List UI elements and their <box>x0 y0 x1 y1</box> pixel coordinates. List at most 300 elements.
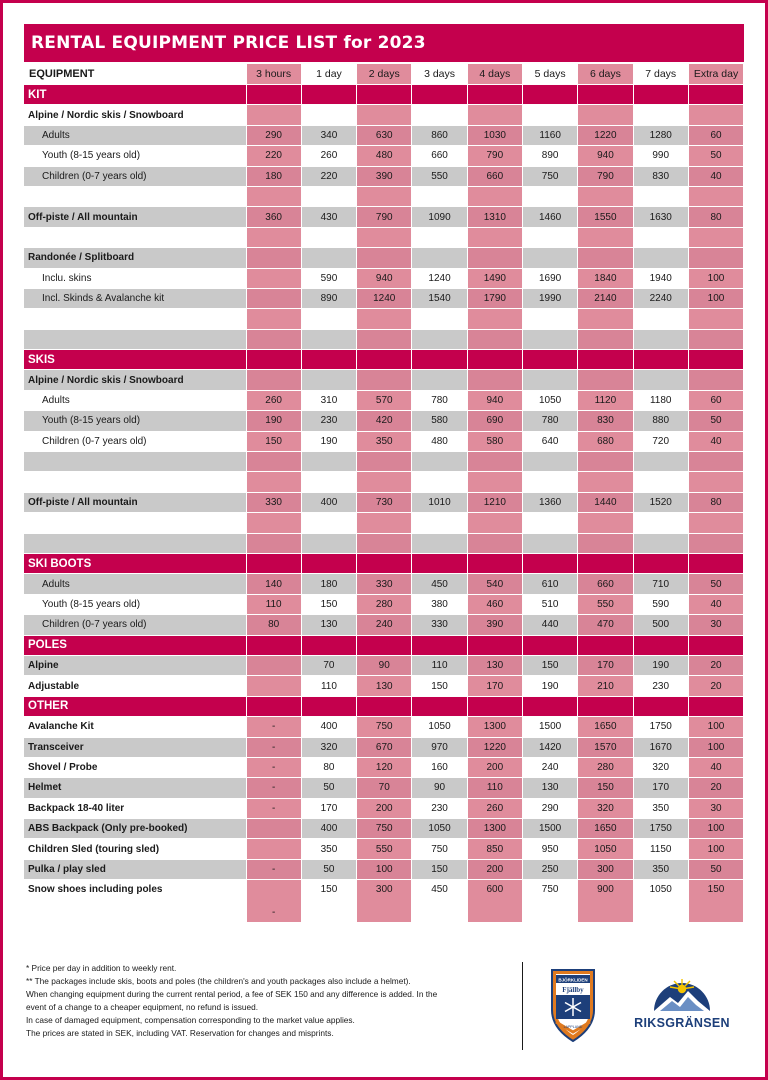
price-cell: 660 <box>467 166 522 186</box>
price-cell: 790 <box>578 166 633 186</box>
price-cell: 1050 <box>412 819 467 839</box>
price-cell <box>246 553 301 573</box>
price-cell: 110 <box>467 778 522 798</box>
price-cell: 940 <box>467 390 522 410</box>
price-cell <box>633 472 688 492</box>
price-cell: - <box>246 757 301 777</box>
equipment-label: Children (0-7 years old) <box>24 615 246 635</box>
equipment-label: Avalanche Kit <box>24 717 246 737</box>
price-cell: 70 <box>357 778 412 798</box>
price-cell <box>357 452 412 472</box>
price-cell <box>633 329 688 349</box>
price-cell: 1120 <box>578 390 633 410</box>
table-row <box>24 248 744 268</box>
price-cell <box>301 309 356 329</box>
price-cell <box>688 472 743 492</box>
price-cell: 130 <box>357 676 412 696</box>
price-cell <box>578 513 633 533</box>
price-cell <box>246 370 301 390</box>
price-cell <box>412 350 467 370</box>
price-cell: 200 <box>467 757 522 777</box>
price-cell <box>301 452 356 472</box>
table-row <box>24 472 744 492</box>
price-cell <box>301 370 356 390</box>
price-cell: 1010 <box>412 492 467 512</box>
table-row <box>24 452 744 472</box>
price-cell: 660 <box>578 574 633 594</box>
price-cell <box>688 513 743 533</box>
price-cell: 40 <box>688 166 743 186</box>
price-cell: 190 <box>246 411 301 431</box>
price-cell <box>301 329 356 349</box>
price-cell <box>246 513 301 533</box>
equipment-label <box>24 513 246 533</box>
price-cell <box>688 186 743 206</box>
price-cell: 480 <box>412 431 467 451</box>
price-cell <box>412 472 467 492</box>
price-cell <box>412 186 467 206</box>
equipment-label: Transceiver <box>24 737 246 757</box>
price-cell: 150 <box>246 431 301 451</box>
price-cell <box>467 85 522 105</box>
price-cell: 1670 <box>633 737 688 757</box>
column-header: 5 days <box>522 64 577 85</box>
price-cell <box>467 513 522 533</box>
equipment-label <box>24 472 246 492</box>
price-cell: 100 <box>688 268 743 288</box>
price-cell: 350 <box>301 839 356 859</box>
price-cell <box>357 309 412 329</box>
price-cell: 690 <box>467 411 522 431</box>
price-cell: 1300 <box>467 717 522 737</box>
equipment-label <box>24 227 246 247</box>
price-cell: 470 <box>578 615 633 635</box>
price-cell: 610 <box>522 574 577 594</box>
table-row <box>24 778 744 798</box>
table-row <box>24 533 744 553</box>
table-row <box>24 859 744 879</box>
price-cell <box>357 696 412 716</box>
price-cell <box>633 370 688 390</box>
table-row <box>24 390 744 410</box>
footnote: event of a change to a cheaper equipment, no refund is issued. <box>26 1002 259 1013</box>
price-cell <box>688 696 743 716</box>
equipment-label: Helmet <box>24 778 246 798</box>
price-cell <box>246 533 301 553</box>
price-cell: 1220 <box>578 125 633 145</box>
price-cell: 2140 <box>578 288 633 308</box>
price-cell: 1840 <box>578 268 633 288</box>
price-cell: 710 <box>633 574 688 594</box>
price-cell <box>467 635 522 655</box>
price-cell: 1650 <box>578 819 633 839</box>
price-cell <box>357 248 412 268</box>
price-cell: 40 <box>688 594 743 614</box>
bjorkliden-fjallby-logo <box>548 966 598 1044</box>
price-cell: 830 <box>633 166 688 186</box>
price-cell: 550 <box>357 839 412 859</box>
price-cell: 150 <box>412 859 467 879</box>
price-cell <box>688 350 743 370</box>
price-cell: 80 <box>688 492 743 512</box>
price-cell <box>246 329 301 349</box>
price-cell: 540 <box>467 574 522 594</box>
price-cell <box>633 85 688 105</box>
price-cell: 580 <box>467 431 522 451</box>
price-cell: 1240 <box>412 268 467 288</box>
price-cell: 140 <box>246 574 301 594</box>
price-cell <box>467 696 522 716</box>
price-cell: 260 <box>246 390 301 410</box>
price-cell: 170 <box>633 778 688 798</box>
price-cell: 430 <box>301 207 356 227</box>
price-cell: 790 <box>467 146 522 166</box>
price-cell: 170 <box>467 676 522 696</box>
price-cell: 50 <box>688 859 743 879</box>
price-cell <box>246 452 301 472</box>
price-cell <box>301 227 356 247</box>
table-row <box>24 757 744 777</box>
price-cell <box>688 533 743 553</box>
column-header: 1 day <box>301 64 356 85</box>
price-cell <box>412 227 467 247</box>
price-cell: 880 <box>633 411 688 431</box>
price-cell: - <box>246 880 301 923</box>
price-cell <box>633 105 688 125</box>
price-cell: 40 <box>688 431 743 451</box>
price-cell <box>301 635 356 655</box>
price-cell: 1300 <box>467 819 522 839</box>
price-cell <box>578 370 633 390</box>
price-cell <box>246 227 301 247</box>
price-cell: 1630 <box>633 207 688 227</box>
equipment-label: Adults <box>24 390 246 410</box>
price-cell: 120 <box>357 757 412 777</box>
price-cell: 320 <box>578 798 633 818</box>
footnote: ** The packages include skis, boots and poles (the children's and youth packages also include a helmet). <box>26 976 411 987</box>
price-cell: 100 <box>688 819 743 839</box>
price-cell: 110 <box>246 594 301 614</box>
equipment-label: Youth (8-15 years old) <box>24 146 246 166</box>
price-cell: 750 <box>357 819 412 839</box>
price-cell: 500 <box>633 615 688 635</box>
price-cell: 590 <box>301 268 356 288</box>
price-cell: 110 <box>412 655 467 675</box>
price-cell: 750 <box>522 166 577 186</box>
price-cell: 400 <box>301 819 356 839</box>
price-cell <box>301 248 356 268</box>
equipment-label: Children (0-7 years old) <box>24 166 246 186</box>
price-cell: 320 <box>633 757 688 777</box>
price-cell <box>688 635 743 655</box>
price-cell: 240 <box>357 615 412 635</box>
price-cell <box>357 533 412 553</box>
price-cell: 70 <box>301 655 356 675</box>
price-cell: 60 <box>688 390 743 410</box>
column-header: Extra day <box>688 64 743 85</box>
price-cell <box>301 553 356 573</box>
price-cell: 1030 <box>467 125 522 145</box>
price-cell: - <box>246 778 301 798</box>
price-cell: 100 <box>688 839 743 859</box>
price-cell: 1050 <box>578 839 633 859</box>
price-cell <box>357 553 412 573</box>
price-cell: 100 <box>357 859 412 879</box>
equipment-label: Backpack 18-40 liter <box>24 798 246 818</box>
price-cell: 1090 <box>412 207 467 227</box>
section-header-row <box>24 553 744 573</box>
price-cell: 150 <box>412 676 467 696</box>
equipment-label: Adults <box>24 125 246 145</box>
price-cell: 890 <box>301 288 356 308</box>
price-cell <box>522 329 577 349</box>
price-cell <box>578 227 633 247</box>
equipment-label: Incl. Skinds & Avalanche kit <box>24 288 246 308</box>
price-cell <box>467 309 522 329</box>
price-cell: 230 <box>633 676 688 696</box>
price-cell: 590 <box>633 594 688 614</box>
price-cell <box>246 676 301 696</box>
table-row <box>24 880 744 923</box>
price-cell: 680 <box>578 431 633 451</box>
price-cell <box>578 309 633 329</box>
price-cell: 200 <box>467 859 522 879</box>
price-cell: 30 <box>688 798 743 818</box>
price-cell <box>578 696 633 716</box>
table-row <box>24 574 744 594</box>
price-cell: 1520 <box>633 492 688 512</box>
price-cell: 940 <box>357 268 412 288</box>
equipment-label: Children (0-7 years old) <box>24 431 246 451</box>
price-cell: 440 <box>522 615 577 635</box>
price-cell: 130 <box>467 655 522 675</box>
table-row <box>24 125 744 145</box>
price-cell: 1050 <box>522 390 577 410</box>
equipment-label: Snow shoes including poles <box>24 880 246 923</box>
table-row <box>24 737 744 757</box>
price-cell: 380 <box>412 594 467 614</box>
price-cell: 100 <box>688 717 743 737</box>
price-cell: 940 <box>578 146 633 166</box>
price-cell <box>688 329 743 349</box>
price-cell: 150 <box>688 880 743 923</box>
column-header: 3 hours <box>246 64 301 85</box>
price-cell: 580 <box>412 411 467 431</box>
price-cell <box>522 227 577 247</box>
price-cell <box>467 472 522 492</box>
price-cell <box>412 696 467 716</box>
price-cell: 190 <box>522 676 577 696</box>
price-cell: 350 <box>633 859 688 879</box>
price-cell <box>578 472 633 492</box>
price-cell <box>578 85 633 105</box>
price-cell <box>246 635 301 655</box>
price-cell: 220 <box>301 166 356 186</box>
price-cell <box>633 533 688 553</box>
price-cell: 300 <box>357 880 412 923</box>
price-cell: 260 <box>467 798 522 818</box>
price-cell: 280 <box>357 594 412 614</box>
price-cell <box>578 533 633 553</box>
price-cell: 20 <box>688 655 743 675</box>
column-header: EQUIPMENT <box>24 64 246 85</box>
price-cell <box>633 309 688 329</box>
table-row <box>24 207 744 227</box>
price-cell: 1940 <box>633 268 688 288</box>
price-cell: 300 <box>578 859 633 879</box>
price-cell: 750 <box>522 880 577 923</box>
price-cell <box>412 553 467 573</box>
price-cell: 1550 <box>578 207 633 227</box>
price-cell: 1420 <box>522 737 577 757</box>
price-cell: 1500 <box>522 717 577 737</box>
table-row <box>24 370 744 390</box>
price-cell: 1280 <box>633 125 688 145</box>
price-cell: 330 <box>412 615 467 635</box>
price-cell: 30 <box>688 615 743 635</box>
price-cell: 20 <box>688 778 743 798</box>
price-cell: 1990 <box>522 288 577 308</box>
table-row <box>24 594 744 614</box>
price-cell: 720 <box>633 431 688 451</box>
price-cell: 360 <box>246 207 301 227</box>
price-cell <box>633 350 688 370</box>
price-cell <box>357 227 412 247</box>
price-cell <box>522 513 577 533</box>
riksgransen-wordmark: RIKSGRÄNSEN <box>634 1016 730 1030</box>
price-cell: 550 <box>578 594 633 614</box>
price-cell <box>357 472 412 492</box>
price-cell: 550 <box>412 166 467 186</box>
table-row <box>24 309 744 329</box>
price-cell: 1790 <box>467 288 522 308</box>
price-cell: 50 <box>301 778 356 798</box>
price-cell <box>246 248 301 268</box>
section-title: OTHER <box>24 696 246 716</box>
price-cell <box>578 329 633 349</box>
price-cell: 790 <box>357 207 412 227</box>
price-cell: 190 <box>301 431 356 451</box>
price-cell <box>578 553 633 573</box>
price-cell <box>357 329 412 349</box>
price-cell: 660 <box>412 146 467 166</box>
price-cell <box>246 472 301 492</box>
table-row <box>24 288 744 308</box>
price-cell <box>412 370 467 390</box>
price-cell: 1050 <box>412 717 467 737</box>
price-cell: 180 <box>246 166 301 186</box>
logo-text-bottom: LAPPLAND <box>563 1025 583 1029</box>
price-cell <box>688 248 743 268</box>
price-cell <box>522 472 577 492</box>
table-row <box>24 227 744 247</box>
price-cell: 1440 <box>578 492 633 512</box>
price-cell: 150 <box>522 655 577 675</box>
price-cell: 130 <box>301 615 356 635</box>
table-row <box>24 615 744 635</box>
page-title: RENTAL EQUIPMENT PRICE LIST for 2023 <box>24 24 744 62</box>
price-cell: 60 <box>688 125 743 145</box>
price-cell <box>688 227 743 247</box>
price-cell: 1500 <box>522 819 577 839</box>
price-cell: 290 <box>522 798 577 818</box>
section-title: KIT <box>24 85 246 105</box>
equipment-label: Adjustable <box>24 676 246 696</box>
price-cell: 80 <box>301 757 356 777</box>
footnote: The prices are stated in SEK, including VAT. Reservation for changes and misprints. <box>26 1028 334 1039</box>
price-cell <box>412 533 467 553</box>
price-cell <box>301 105 356 125</box>
section-title: SKI BOOTS <box>24 553 246 573</box>
equipment-label: Randonée / Splitboard <box>24 248 246 268</box>
price-cell <box>633 248 688 268</box>
price-cell <box>522 85 577 105</box>
price-cell <box>522 452 577 472</box>
price-cell <box>578 186 633 206</box>
price-cell: 150 <box>301 594 356 614</box>
price-cell: 1240 <box>357 288 412 308</box>
table-row <box>24 839 744 859</box>
price-cell: 860 <box>412 125 467 145</box>
price-cell <box>633 227 688 247</box>
table-row <box>24 329 744 349</box>
equipment-label: Alpine / Nordic skis / Snowboard <box>24 105 246 125</box>
table-row <box>24 105 744 125</box>
price-cell <box>467 227 522 247</box>
price-cell: 670 <box>357 737 412 757</box>
price-cell: 1180 <box>633 390 688 410</box>
price-cell: 1460 <box>522 207 577 227</box>
price-cell: 390 <box>467 615 522 635</box>
price-cell <box>301 186 356 206</box>
price-cell <box>301 696 356 716</box>
price-cell: 1490 <box>467 268 522 288</box>
price-cell <box>578 105 633 125</box>
table-row <box>24 268 744 288</box>
equipment-label: Alpine <box>24 655 246 675</box>
price-cell <box>522 370 577 390</box>
table-header-row <box>24 64 744 85</box>
price-cell: 450 <box>412 574 467 594</box>
price-cell: 330 <box>246 492 301 512</box>
price-cell <box>467 329 522 349</box>
price-cell <box>578 248 633 268</box>
price-cell <box>467 553 522 573</box>
price-cell <box>246 350 301 370</box>
price-cell: 210 <box>578 676 633 696</box>
price-cell: 150 <box>578 778 633 798</box>
price-cell: - <box>246 798 301 818</box>
price-cell <box>688 85 743 105</box>
price-cell <box>522 309 577 329</box>
price-cell: 1220 <box>467 737 522 757</box>
price-cell <box>357 370 412 390</box>
price-cell: 780 <box>412 390 467 410</box>
equipment-label: Youth (8-15 years old) <box>24 411 246 431</box>
equipment-label: Alpine / Nordic skis / Snowboard <box>24 370 246 390</box>
price-cell: 400 <box>301 492 356 512</box>
table-row <box>24 186 744 206</box>
price-cell: 1750 <box>633 717 688 737</box>
table-row <box>24 431 744 451</box>
price-cell: - <box>246 737 301 757</box>
price-cell <box>688 309 743 329</box>
price-cell: 260 <box>301 146 356 166</box>
price-cell: 990 <box>633 146 688 166</box>
price-cell: 20 <box>688 676 743 696</box>
column-header: 4 days <box>467 64 522 85</box>
price-cell <box>301 472 356 492</box>
